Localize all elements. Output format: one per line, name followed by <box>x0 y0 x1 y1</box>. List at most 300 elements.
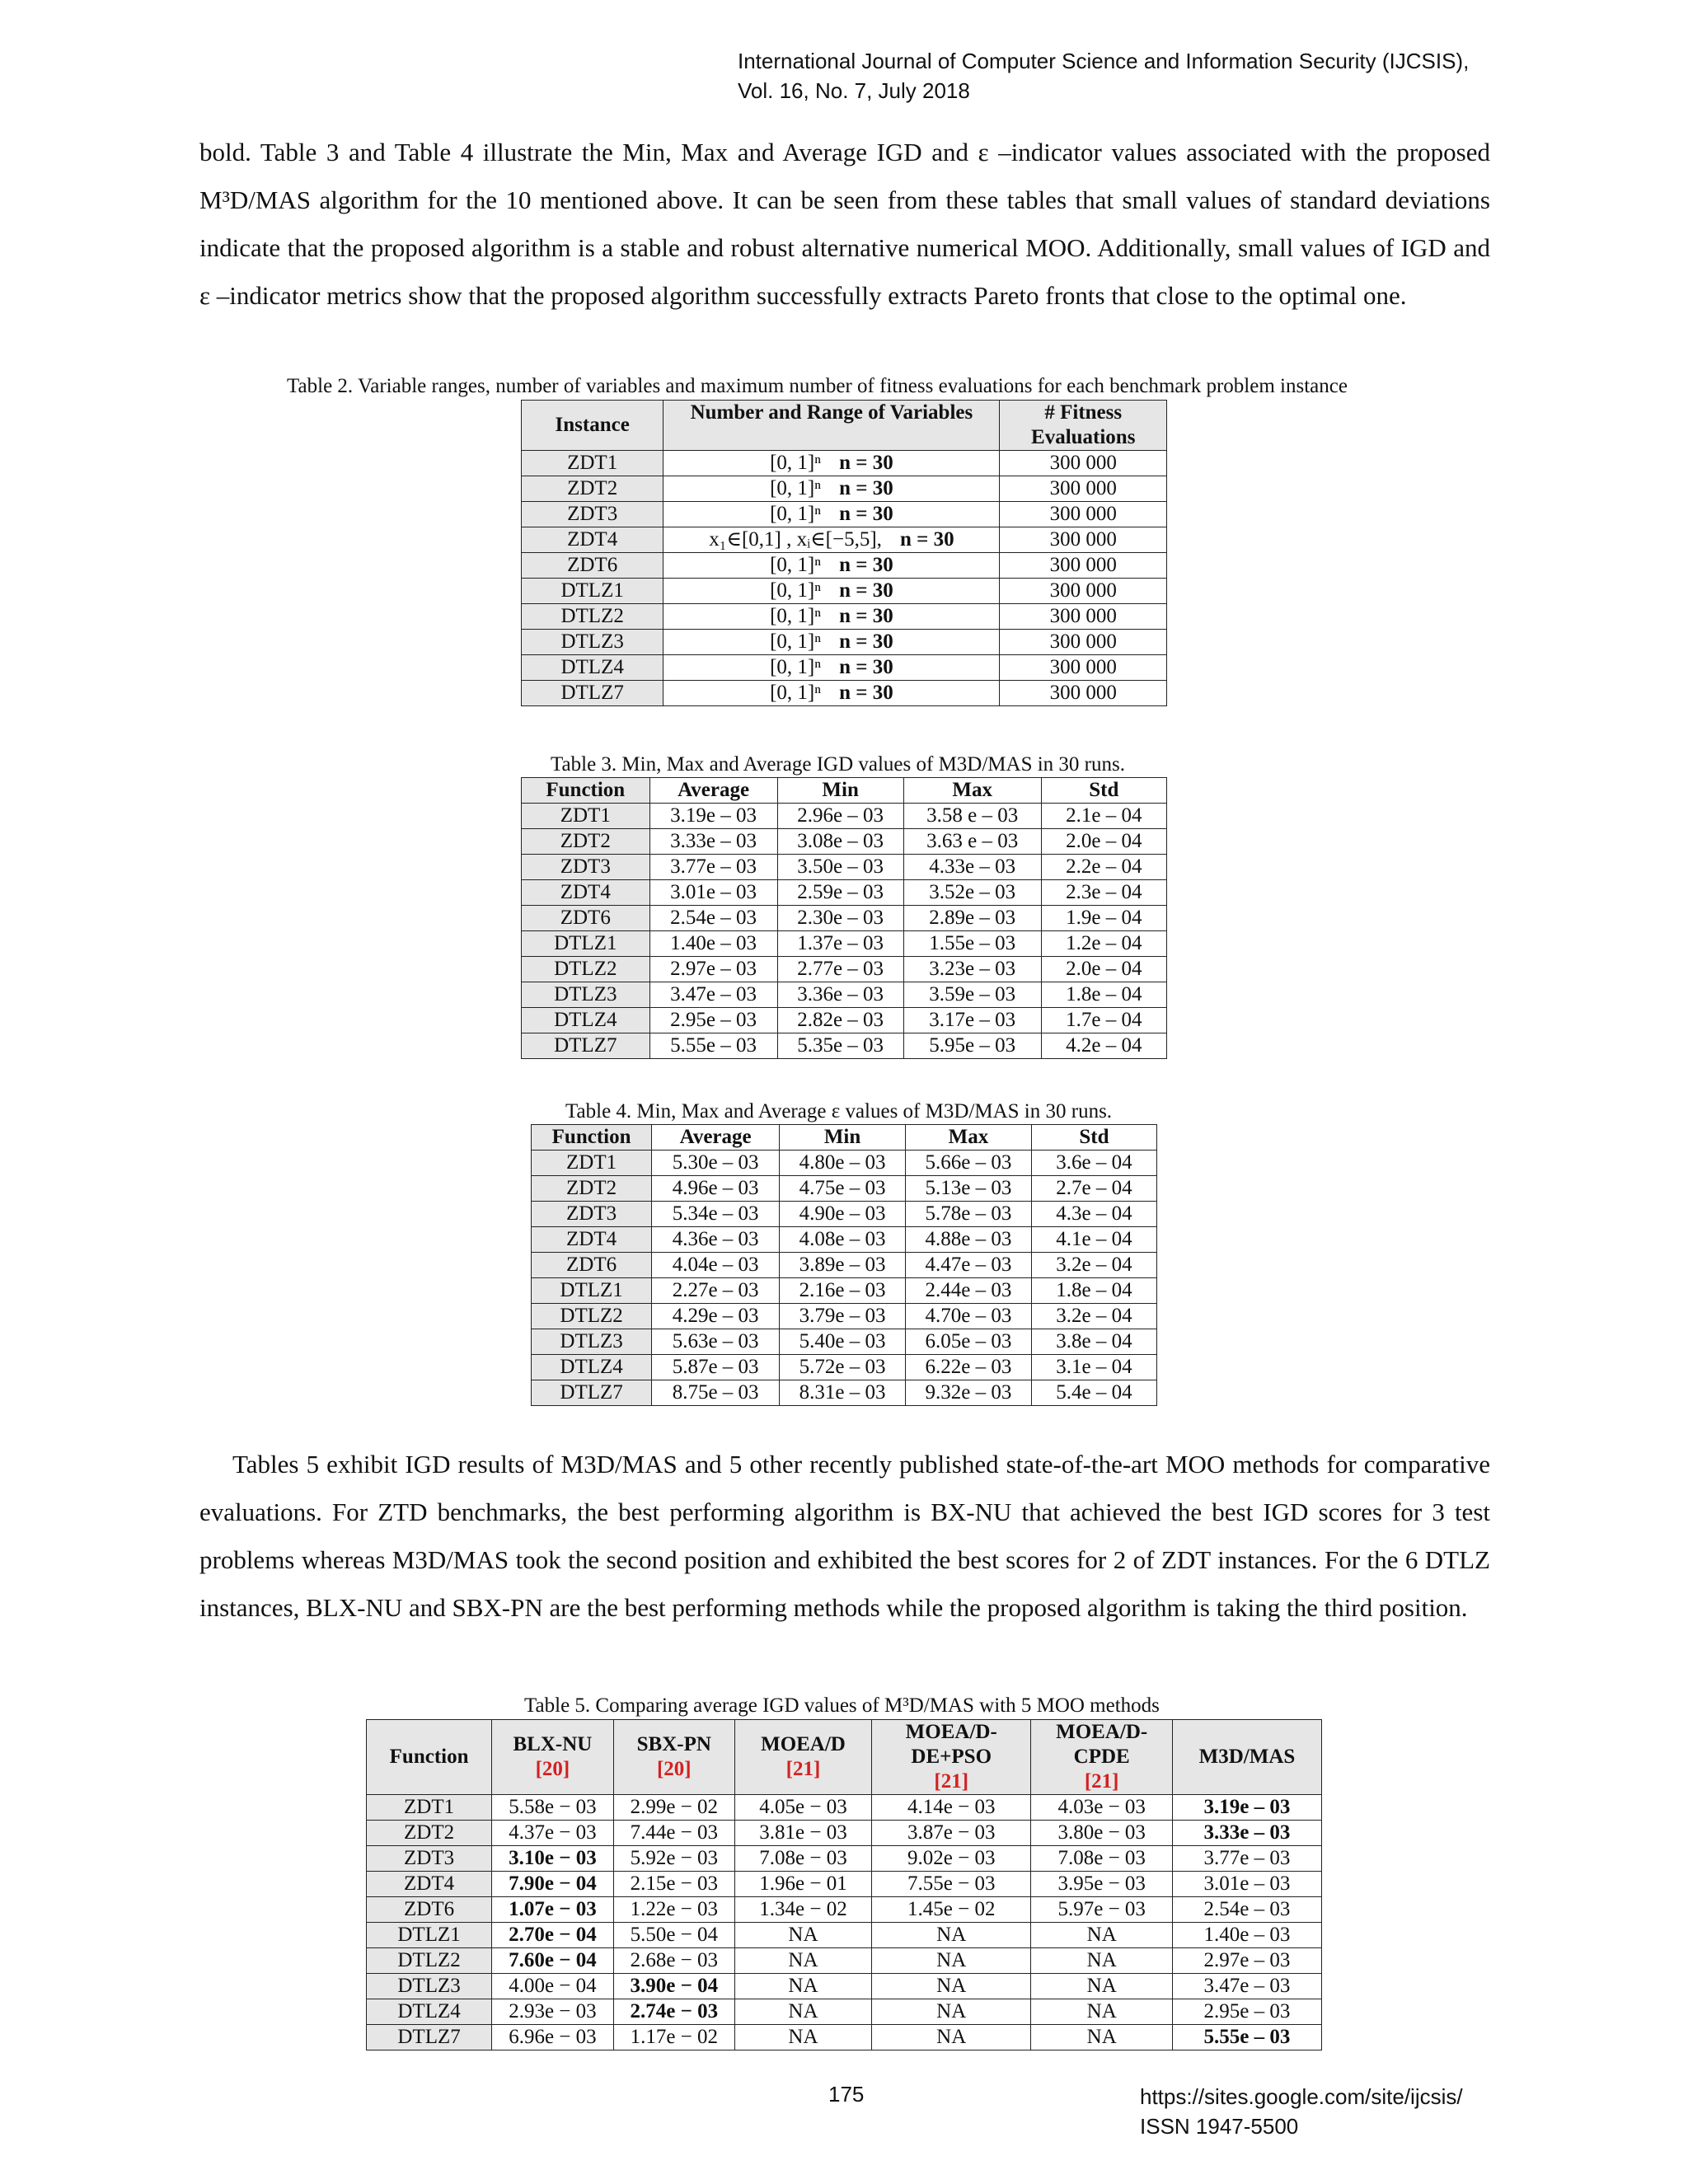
table-row <box>522 829 1167 855</box>
range-value: [0, 1]ⁿ <box>770 554 822 576</box>
value-cell: 4.70e – 03 <box>906 1304 1032 1329</box>
value-cell: 5.87e – 03 <box>652 1355 780 1380</box>
value-cell: 7.44e − 03 <box>613 1821 734 1846</box>
table-row <box>532 1355 1157 1380</box>
value-cell: 4.1e – 04 <box>1031 1227 1156 1253</box>
journal-header <box>738 46 1469 105</box>
value-cell: 4.08e – 03 <box>780 1227 906 1253</box>
journal-volume: Vol. 16, No. 7, July 2018 <box>738 78 970 103</box>
range-cell <box>663 476 1000 502</box>
value-cell: 3.95e − 03 <box>1031 1872 1173 1897</box>
function-cell: DTLZ4 <box>367 1999 492 2025</box>
value-cell: 3.23e – 03 <box>903 957 1041 982</box>
value-cell: 4.2e – 04 <box>1041 1033 1166 1059</box>
value-cell: 3.17e – 03 <box>903 1008 1041 1033</box>
table-row <box>532 1227 1157 1253</box>
value-cell: 5.13e – 03 <box>906 1176 1032 1202</box>
page-number: 175 <box>828 2082 865 2107</box>
value-cell: 1.37e – 03 <box>777 931 903 957</box>
table-row <box>367 1846 1322 1872</box>
instance-cell: DTLZ7 <box>522 681 663 706</box>
evaluations-cell: 300 000 <box>1000 451 1167 476</box>
value-cell: 1.8e – 04 <box>1041 982 1166 1008</box>
table-row <box>532 1202 1157 1227</box>
value-cell: 3.10e − 03 <box>492 1846 614 1872</box>
instance-cell: DTLZ3 <box>522 630 663 655</box>
function-cell: DTLZ1 <box>532 1278 652 1304</box>
value-cell: 2.1e – 04 <box>1041 804 1166 829</box>
value-cell: 2.82e – 03 <box>777 1008 903 1033</box>
value-cell: 3.36e – 03 <box>777 982 903 1008</box>
range-value: [0, 1]ⁿ <box>770 503 822 525</box>
value-cell: 2.95e – 03 <box>649 1008 777 1033</box>
value-cell: 4.37e − 03 <box>492 1821 614 1846</box>
value-cell: 5.58e − 03 <box>492 1795 614 1821</box>
value-cell: 1.7e – 04 <box>1041 1008 1166 1033</box>
range-value: [0, 1]ⁿ <box>770 630 822 653</box>
value-cell: 3.2e – 04 <box>1031 1253 1156 1278</box>
function-cell: DTLZ1 <box>522 931 650 957</box>
value-cell: 2.54e – 03 <box>1172 1897 1321 1923</box>
header-reference: [20] <box>656 1758 692 1780</box>
value-cell: 1.8e – 04 <box>1031 1278 1156 1304</box>
value-cell: 2.74e − 03 <box>613 1999 734 2025</box>
evaluations-cell: 300 000 <box>1000 681 1167 706</box>
table3-header: Std <box>1041 778 1166 804</box>
function-cell: DTLZ3 <box>532 1329 652 1355</box>
value-cell: 2.59e – 03 <box>777 880 903 906</box>
table-row <box>522 655 1167 681</box>
value-cell: 1.07e − 03 <box>492 1897 614 1923</box>
function-cell: ZDT1 <box>532 1151 652 1176</box>
value-cell: 5.72e – 03 <box>780 1355 906 1380</box>
value-cell: 3.89e – 03 <box>780 1253 906 1278</box>
value-cell: NA <box>1031 2025 1173 2050</box>
value-cell: 2.16e – 03 <box>780 1278 906 1304</box>
header-name: Function <box>389 1746 469 1768</box>
table-row <box>522 1033 1167 1059</box>
range-value: [0, 1]ⁿ <box>770 579 822 602</box>
value-cell: 3.33e – 03 <box>649 829 777 855</box>
value-cell: 2.7e – 04 <box>1031 1176 1156 1202</box>
instance-cell: ZDT2 <box>522 476 663 502</box>
value-cell: 2.27e – 03 <box>652 1278 780 1304</box>
instance-cell: ZDT3 <box>522 502 663 527</box>
value-cell: 1.55e – 03 <box>903 931 1041 957</box>
table-row <box>522 982 1167 1008</box>
value-cell: 2.3e – 04 <box>1041 880 1166 906</box>
value-cell: 2.99e − 02 <box>613 1795 734 1821</box>
function-cell: DTLZ4 <box>522 1008 650 1033</box>
table2-header: Instance <box>522 401 663 451</box>
value-cell: 3.77e – 03 <box>649 855 777 880</box>
evaluations-cell: 300 000 <box>1000 655 1167 681</box>
value-cell: 2.77e – 03 <box>777 957 903 982</box>
table-row <box>522 502 1167 527</box>
value-cell: 9.32e – 03 <box>906 1380 1032 1406</box>
value-cell: 2.0e – 04 <box>1041 829 1166 855</box>
value-cell: 3.33e – 03 <box>1172 1821 1321 1846</box>
value-cell: 3.58 e – 03 <box>903 804 1041 829</box>
table-2 <box>521 400 1167 706</box>
value-cell: 4.33e – 03 <box>903 855 1041 880</box>
variable-count: n = 30 <box>839 656 893 678</box>
function-cell: ZDT6 <box>532 1253 652 1278</box>
table-row <box>367 1948 1322 1974</box>
value-cell: 4.80e – 03 <box>780 1151 906 1176</box>
instance-cell: DTLZ2 <box>522 604 663 630</box>
value-cell: 1.17e − 02 <box>613 2025 734 2050</box>
value-cell: 1.96e − 01 <box>734 1872 871 1897</box>
value-cell: 5.66e – 03 <box>906 1151 1032 1176</box>
value-cell: 5.97e − 03 <box>1031 1897 1173 1923</box>
table-row <box>367 1999 1322 2025</box>
value-cell: 1.22e − 03 <box>613 1897 734 1923</box>
table-row <box>367 1923 1322 1948</box>
table-row <box>532 1278 1157 1304</box>
value-cell: 2.89e – 03 <box>903 906 1041 931</box>
table5-header <box>872 1720 1031 1795</box>
range-cell <box>663 502 1000 527</box>
evaluations-cell: 300 000 <box>1000 527 1167 553</box>
value-cell: NA <box>872 2025 1031 2050</box>
evaluations-cell: 300 000 <box>1000 630 1167 655</box>
value-cell: 4.3e – 04 <box>1031 1202 1156 1227</box>
table-row <box>367 1974 1322 1999</box>
value-cell: 7.08e − 03 <box>1031 1846 1173 1872</box>
value-cell: 2.68e − 03 <box>613 1948 734 1974</box>
table-row <box>522 880 1167 906</box>
value-cell: 7.60e − 04 <box>492 1948 614 1974</box>
value-cell: 3.81e − 03 <box>734 1821 871 1846</box>
value-cell: 3.63 e – 03 <box>903 829 1041 855</box>
table5-header <box>1172 1720 1321 1795</box>
instance-cell: ZDT4 <box>522 527 663 553</box>
function-cell: ZDT6 <box>367 1897 492 1923</box>
value-cell: 2.54e – 03 <box>649 906 777 931</box>
instance-cell: ZDT6 <box>522 553 663 579</box>
value-cell: NA <box>1031 1923 1173 1948</box>
function-cell: ZDT6 <box>522 906 650 931</box>
header-name: MOEA/D <box>761 1733 846 1755</box>
range-value: [0, 1]ⁿ <box>770 656 822 678</box>
function-cell: DTLZ2 <box>367 1948 492 1974</box>
value-cell: 5.92e − 03 <box>613 1846 734 1872</box>
table2-header: # Fitness Evaluations <box>1000 401 1167 451</box>
table4-header: Max <box>906 1125 1032 1151</box>
header-name: SBX-PN <box>636 1733 711 1755</box>
value-cell: 5.78e – 03 <box>906 1202 1032 1227</box>
variable-count: n = 30 <box>839 503 893 525</box>
table3-header: Average <box>649 778 777 804</box>
variable-count: n = 30 <box>839 682 893 704</box>
table4-header: Std <box>1031 1125 1156 1151</box>
table5-header <box>367 1720 492 1795</box>
instance-cell: DTLZ1 <box>522 579 663 604</box>
table5-header <box>1031 1720 1173 1795</box>
header-name: M3D/MAS <box>1198 1746 1296 1768</box>
table-row <box>522 1008 1167 1033</box>
journal-url: https://sites.google.com/site/ijcsis/ <box>1140 2084 1463 2109</box>
value-cell: NA <box>734 1974 871 1999</box>
table-row <box>522 855 1167 880</box>
value-cell: 2.15e − 03 <box>613 1872 734 1897</box>
value-cell: 3.8e – 04 <box>1031 1329 1156 1355</box>
table-row <box>532 1304 1157 1329</box>
function-cell: DTLZ3 <box>367 1974 492 1999</box>
value-cell: 3.1e – 04 <box>1031 1355 1156 1380</box>
value-cell: 7.08e − 03 <box>734 1846 871 1872</box>
header-reference: [21] <box>934 1770 969 1793</box>
table-row <box>522 931 1167 957</box>
value-cell: NA <box>872 1999 1031 2025</box>
table5-header <box>613 1720 734 1795</box>
header-name: MOEA/D- DE+PSO <box>905 1721 997 1768</box>
table-row <box>532 1176 1157 1202</box>
table-row <box>532 1329 1157 1355</box>
table-row <box>532 1380 1157 1406</box>
table-row <box>532 1253 1157 1278</box>
value-cell: 3.08e – 03 <box>777 829 903 855</box>
range-cell <box>663 527 1000 553</box>
value-cell: 5.63e – 03 <box>652 1329 780 1355</box>
value-cell: 1.34e − 02 <box>734 1897 871 1923</box>
value-cell: 4.04e – 03 <box>652 1253 780 1278</box>
header-reference: [21] <box>785 1758 821 1780</box>
table-row <box>522 604 1167 630</box>
value-cell: 3.50e – 03 <box>777 855 903 880</box>
function-cell: DTLZ7 <box>522 1033 650 1059</box>
function-cell: ZDT1 <box>522 804 650 829</box>
function-cell: DTLZ2 <box>522 957 650 982</box>
value-cell: 4.88e – 03 <box>906 1227 1032 1253</box>
value-cell: 1.40e – 03 <box>1172 1923 1321 1948</box>
value-cell: 3.90e − 04 <box>613 1974 734 1999</box>
table4-caption: Table 4. Min, Max and Average ε values of M3D/MAS in 30 runs. <box>565 1100 1113 1122</box>
range-cell <box>663 579 1000 604</box>
value-cell: 3.2e – 04 <box>1031 1304 1156 1329</box>
table-row <box>522 957 1167 982</box>
function-cell: DTLZ1 <box>367 1923 492 1948</box>
variable-count: n = 30 <box>839 605 893 627</box>
value-cell: 4.00e − 04 <box>492 1974 614 1999</box>
header-reference: [21] <box>1084 1770 1119 1793</box>
value-cell: 2.0e – 04 <box>1041 957 1166 982</box>
function-cell: DTLZ4 <box>532 1355 652 1380</box>
table-row <box>367 1795 1322 1821</box>
function-cell: DTLZ7 <box>532 1380 652 1406</box>
value-cell: 4.75e – 03 <box>780 1176 906 1202</box>
header-name: BLX-NU <box>513 1733 593 1755</box>
footer-info <box>1140 2082 1463 2141</box>
value-cell: 9.02e − 03 <box>872 1846 1031 1872</box>
value-cell: 4.47e – 03 <box>906 1253 1032 1278</box>
value-cell: 2.2e – 04 <box>1041 855 1166 880</box>
table-3 <box>521 777 1167 1059</box>
value-cell: 3.6e – 04 <box>1031 1151 1156 1176</box>
paragraph-1: bold. Table 3 and Table 4 illustrate the Min, Max and Average IGD and ε –indicator values associated with the proposed M³D/MAS algorithm for the 10 mentioned above. It can be seen from these tables that small values of standard deviations indicate that the proposed algorithm is a stable and robust alternative numerical MOO. Additionally, small values of IGD and ε –indicator metrics show that the proposed algorithm successfully extracts Pareto fronts that close to the optimal one. <box>199 138 1490 310</box>
evaluations-cell: 300 000 <box>1000 579 1167 604</box>
value-cell: 3.80e − 03 <box>1031 1821 1173 1846</box>
table5-header <box>734 1720 871 1795</box>
value-cell: 3.01e – 03 <box>1172 1872 1321 1897</box>
function-cell: ZDT3 <box>522 855 650 880</box>
paragraph-2: Tables 5 exhibit IGD results of M3D/MAS and 5 other recently published state-of-the-art MOO methods for comparative evaluations. For ZTD benchmarks, the best performing algorithm is BX-NU that achieved the best IGD scores for 3 test problems whereas M3D/MAS took the second position and exhibited the best scores for 2 of ZDT instances. For the 6 DTLZ instances, BLX-NU and SBX-PN are the best performing methods while the proposed algorithm is taking the third position. <box>199 1450 1490 1622</box>
value-cell: 1.45e − 02 <box>872 1897 1031 1923</box>
table3-header: Max <box>903 778 1041 804</box>
value-cell: 4.05e − 03 <box>734 1795 871 1821</box>
value-cell: 5.4e – 04 <box>1031 1380 1156 1406</box>
table4-header: Min <box>780 1125 906 1151</box>
table2-caption: Table 2. Variable ranges, number of variables and maximum number of fitness evaluations for each benchmark problem instance <box>287 375 1348 397</box>
value-cell: 2.30e – 03 <box>777 906 903 931</box>
value-cell: 8.31e – 03 <box>780 1380 906 1406</box>
value-cell: 3.79e – 03 <box>780 1304 906 1329</box>
table4-header: Average <box>652 1125 780 1151</box>
value-cell: 6.96e − 03 <box>492 2025 614 2050</box>
table2-header: Number and Range of Variables <box>663 401 1000 451</box>
table-row <box>367 1821 1322 1846</box>
value-cell: 3.87e − 03 <box>872 1821 1031 1846</box>
value-cell: 5.34e – 03 <box>652 1202 780 1227</box>
value-cell: 3.47e – 03 <box>1172 1974 1321 1999</box>
range-cell <box>663 451 1000 476</box>
evaluations-cell: 300 000 <box>1000 476 1167 502</box>
function-cell: DTLZ2 <box>532 1304 652 1329</box>
evaluations-cell: 300 000 <box>1000 502 1167 527</box>
value-cell: 8.75e – 03 <box>652 1380 780 1406</box>
table4-header: Function <box>532 1125 652 1151</box>
value-cell: NA <box>872 1923 1031 1948</box>
table-row <box>367 1897 1322 1923</box>
value-cell: 6.05e – 03 <box>906 1329 1032 1355</box>
value-cell: 4.14e − 03 <box>872 1795 1031 1821</box>
function-cell: ZDT2 <box>522 829 650 855</box>
instance-cell: ZDT1 <box>522 451 663 476</box>
value-cell: 4.90e – 03 <box>780 1202 906 1227</box>
function-cell: ZDT2 <box>367 1821 492 1846</box>
function-cell: ZDT2 <box>532 1176 652 1202</box>
header-reference: [20] <box>535 1758 570 1780</box>
value-cell: 1.9e – 04 <box>1041 906 1166 931</box>
table3-caption: Table 3. Min, Max and Average IGD values of M3D/MAS in 30 runs. <box>551 753 1125 776</box>
function-cell: ZDT4 <box>532 1227 652 1253</box>
value-cell: 3.19e – 03 <box>649 804 777 829</box>
value-cell: 7.55e − 03 <box>872 1872 1031 1897</box>
value-cell: NA <box>872 1948 1031 1974</box>
value-cell: 3.47e – 03 <box>649 982 777 1008</box>
variable-count: n = 30 <box>899 528 954 551</box>
table5-header <box>492 1720 614 1795</box>
range-value: [0, 1]ⁿ <box>770 452 822 474</box>
value-cell: 2.97e – 03 <box>1172 1948 1321 1974</box>
value-cell: 2.95e – 03 <box>1172 1999 1321 2025</box>
table-row <box>522 476 1167 502</box>
value-cell: NA <box>1031 1974 1173 1999</box>
function-cell: ZDT4 <box>522 880 650 906</box>
value-cell: 5.40e – 03 <box>780 1329 906 1355</box>
value-cell: 3.01e – 03 <box>649 880 777 906</box>
value-cell: 5.95e – 03 <box>903 1033 1041 1059</box>
table5-caption: Table 5. Comparing average IGD values of M³D/MAS with 5 MOO methods <box>524 1694 1160 1717</box>
function-cell: DTLZ7 <box>367 2025 492 2050</box>
variable-count: n = 30 <box>839 554 893 576</box>
value-cell: 5.35e – 03 <box>777 1033 903 1059</box>
value-cell: 3.19e – 03 <box>1172 1795 1321 1821</box>
range-value: x₁∈[0,1] , xᵢ∈[−5,5], <box>709 528 882 551</box>
variable-count: n = 30 <box>839 579 893 602</box>
table-row <box>522 451 1167 476</box>
table-row <box>522 804 1167 829</box>
range-value: [0, 1]ⁿ <box>770 477 822 499</box>
journal-title: International Journal of Computer Science and Information Security (IJCSIS), <box>738 49 1470 73</box>
value-cell: 2.93e − 03 <box>492 1999 614 2025</box>
table-row <box>522 630 1167 655</box>
table-row <box>522 681 1167 706</box>
variable-count: n = 30 <box>839 477 893 499</box>
range-cell <box>663 681 1000 706</box>
table3-header: Function <box>522 778 650 804</box>
range-value: [0, 1]ⁿ <box>770 605 822 627</box>
variable-count: n = 30 <box>839 630 893 653</box>
value-cell: 2.44e – 03 <box>906 1278 1032 1304</box>
table3-header: Min <box>777 778 903 804</box>
issn: ISSN 1947-5500 <box>1140 2114 1299 2139</box>
function-cell: ZDT4 <box>367 1872 492 1897</box>
value-cell: 7.90e − 04 <box>492 1872 614 1897</box>
value-cell: NA <box>734 1923 871 1948</box>
range-cell <box>663 630 1000 655</box>
table-row <box>522 527 1167 553</box>
value-cell: 5.55e – 03 <box>649 1033 777 1059</box>
value-cell: 2.97e – 03 <box>649 957 777 982</box>
function-cell: DTLZ3 <box>522 982 650 1008</box>
table-row <box>367 1872 1322 1897</box>
value-cell: 5.55e – 03 <box>1172 2025 1321 2050</box>
evaluations-cell: 300 000 <box>1000 604 1167 630</box>
value-cell: 3.59e – 03 <box>903 982 1041 1008</box>
range-cell <box>663 604 1000 630</box>
table-row <box>522 579 1167 604</box>
range-cell <box>663 655 1000 681</box>
value-cell: 6.22e – 03 <box>906 1355 1032 1380</box>
value-cell: 4.29e – 03 <box>652 1304 780 1329</box>
table-5 <box>366 1719 1322 2050</box>
value-cell: 1.40e – 03 <box>649 931 777 957</box>
value-cell: 3.77e – 03 <box>1172 1846 1321 1872</box>
value-cell: 1.2e – 04 <box>1041 931 1166 957</box>
function-cell: ZDT3 <box>532 1202 652 1227</box>
value-cell: 2.70e − 04 <box>492 1923 614 1948</box>
value-cell: 2.96e – 03 <box>777 804 903 829</box>
value-cell: NA <box>872 1974 1031 1999</box>
value-cell: 3.52e – 03 <box>903 880 1041 906</box>
evaluations-cell: 300 000 <box>1000 553 1167 579</box>
range-value: [0, 1]ⁿ <box>770 682 822 704</box>
table-row <box>532 1151 1157 1176</box>
value-cell: NA <box>1031 1999 1173 2025</box>
variable-count: n = 30 <box>839 452 893 474</box>
value-cell: 4.96e – 03 <box>652 1176 780 1202</box>
value-cell: NA <box>1031 1948 1173 1974</box>
table-row <box>367 2025 1322 2050</box>
function-cell: ZDT1 <box>367 1795 492 1821</box>
value-cell: NA <box>734 2025 871 2050</box>
value-cell: 4.03e − 03 <box>1031 1795 1173 1821</box>
table-row <box>522 906 1167 931</box>
header-name: MOEA/D- CPDE <box>1056 1721 1148 1768</box>
value-cell: 5.50e − 04 <box>613 1923 734 1948</box>
